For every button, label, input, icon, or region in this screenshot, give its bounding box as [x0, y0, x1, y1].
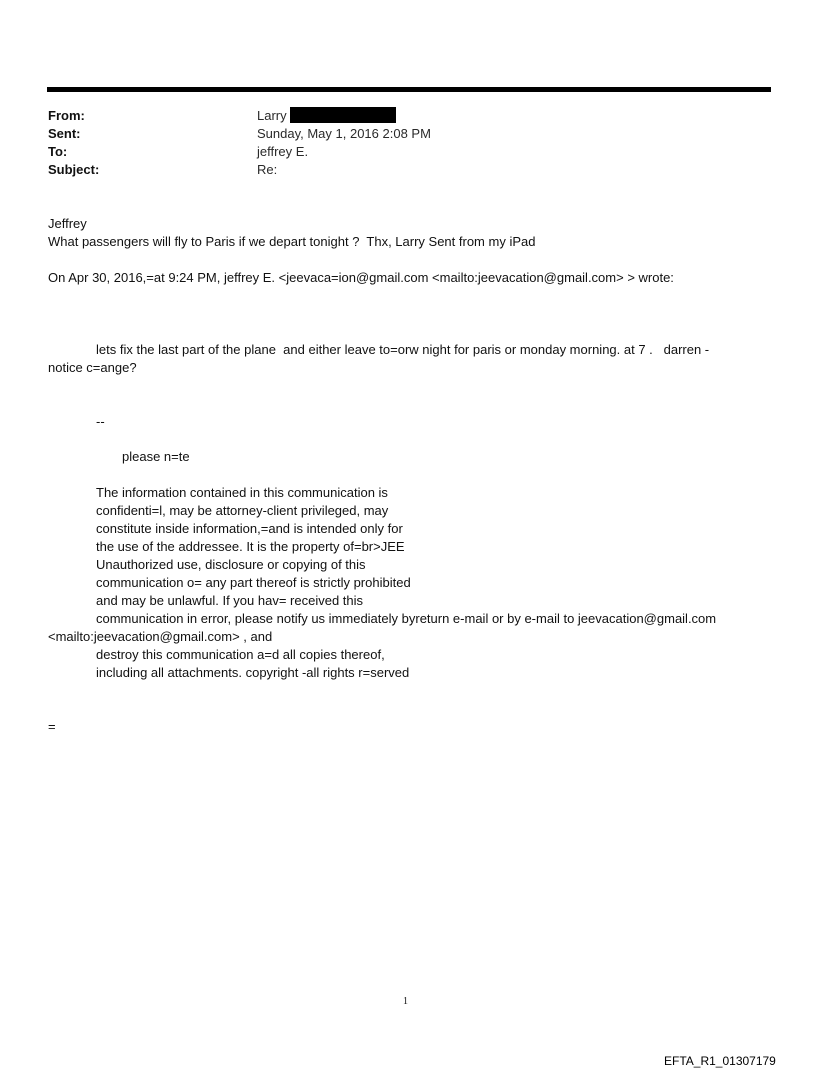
disclaimer-line: communication o= any part thereof is strictly prohibited — [96, 575, 411, 590]
to-label: To: — [48, 144, 68, 159]
bates-number: EFTA_R1_01307179 — [664, 1054, 776, 1068]
message-text: What passengers will fly to Paris if we depart tonight ? Thx, Larry Sent from my iPad — [48, 234, 536, 249]
redaction-block — [290, 107, 396, 123]
signature-dashes: -- — [96, 414, 105, 429]
disclaimer-line: destroy this communication a=d all copies thereof, — [96, 647, 385, 662]
disclaimer-line: including all attachments. copyright -all rights r=served — [96, 665, 410, 680]
disclaimer-line: and may be unlawful. If you hav= received this — [96, 593, 364, 608]
disclaimer-line: confidenti=l, may be attorney-client privileged, may — [96, 503, 389, 518]
disclaimer-line: The information contained in this communication is — [96, 485, 388, 500]
disclaimer-line: the use of the addressee. It is the property of=br>JEE — [96, 539, 405, 554]
subject-label: Subject: — [48, 162, 100, 177]
from-value — [257, 107, 396, 125]
quoted-line: notice c=ange? — [48, 360, 137, 375]
disclaimer-line: constitute inside information,=and is intended only for — [96, 521, 403, 536]
subject-value: Re: — [257, 162, 278, 177]
sent-label: Sent: — [48, 126, 81, 141]
to-value: jeffrey E. — [257, 144, 309, 159]
page-number: 1 — [403, 996, 408, 1007]
trailing-equals: = — [48, 719, 56, 734]
disclaimer-line: <mailto:jeevacation@gmail.com> , and — [48, 629, 273, 644]
please-note: please n=te — [122, 449, 190, 464]
quote-header: On Apr 30, 2016,=at 9:24 PM, jeffrey E. <jeevaca=ion@gmail.com <mailto:jeevacation@gmail.com> > wrote: — [48, 270, 674, 285]
from-name: Larry — [257, 108, 287, 123]
disclaimer-line: Unauthorized use, disclosure or copying of this — [96, 557, 366, 572]
disclaimer-line: communication in error, please notify us immediately byreturn e-mail or by e-mail to jeevacation@gmail.com — [96, 611, 717, 626]
sent-value: Sunday, May 1, 2016 2:08 PM — [257, 126, 431, 141]
from-label: From: — [48, 108, 85, 123]
greeting: Jeffrey — [48, 216, 87, 231]
quoted-line: lets fix the last part of the plane and either leave to=orw night for paris or monday morning. at 7 . darren - — [96, 342, 710, 357]
header-rule — [47, 87, 771, 92]
